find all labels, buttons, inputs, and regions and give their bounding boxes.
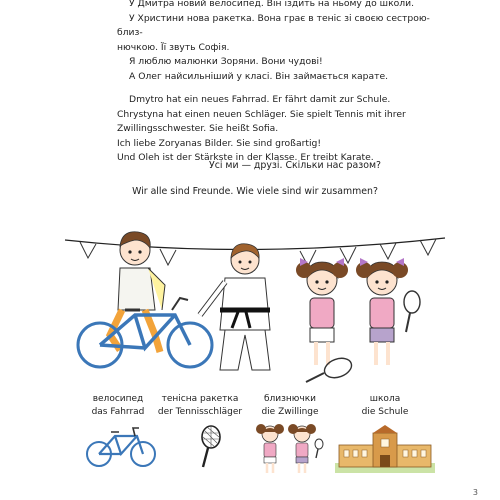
uk-line-5: А Олег найсильніший у класі. Він займається карате. <box>129 70 389 82</box>
german-text-block <box>117 93 452 166</box>
vocab-de: die Zwillinge <box>261 406 319 417</box>
school-icon <box>335 425 435 475</box>
twin-girl-left <box>296 258 348 365</box>
vocab-item-school <box>340 393 430 418</box>
question-ukrainian: Усі ми — друзі. Скільки нас разом? <box>208 160 382 171</box>
question-german: Wir alle sind Freunde. Wie viele sind wir zusammen? <box>132 186 378 197</box>
de-line-3: Zwillingsschwester. Sie heißt Sofia. <box>117 123 279 134</box>
friends-illustration <box>60 210 450 385</box>
vocab-uk: близнючки <box>263 394 316 404</box>
vocab-uk: велосипед <box>92 394 144 404</box>
vocab-uk: школа <box>369 394 401 404</box>
vocab-item-racket <box>155 393 245 418</box>
vocab-uk: тенісна ракетка <box>161 394 239 404</box>
de-line-5: Und Oleh ist der Stärkste in der Klasse. Er treibt Karate. <box>117 152 374 163</box>
boy-on-bicycle <box>78 232 212 367</box>
vocab-item-bicycle <box>73 393 163 418</box>
uk-line-2: У Христини нова ракетка. Вона грає в теніс зі своєю сестрою-близ- <box>117 12 430 38</box>
vocab-de: der Tennisschläger <box>157 406 243 417</box>
uk-line-3: нючкою. Її звуть Софія. <box>117 41 230 53</box>
uk-line-1: У Дмитра новий велосипед. Він їздить на ньому до школи. <box>129 0 415 9</box>
vocab-de: das Fahrrad <box>91 406 145 417</box>
de-line-2: Chrystyna hat einen neuen Schläger. Sie spielt Tennis mit ihrer <box>117 108 406 120</box>
bicycle-icon <box>85 420 157 470</box>
vocab-de: die Schule <box>361 406 409 417</box>
tennis-racket-icon <box>195 425 225 470</box>
de-line-1: Dmytro hat ein neues Fahrrad. Er fährt damit zur Schule. <box>129 94 391 105</box>
vocab-item-twins <box>245 393 335 418</box>
tennis-racket-ground <box>306 355 354 382</box>
de-line-4: Ich liebe Zoryanas Bilder. Sie sind großartig! <box>117 137 322 149</box>
twins-icon <box>252 420 332 475</box>
page-number: 3 <box>472 488 478 497</box>
ukrainian-text-block <box>117 0 452 84</box>
twin-girl-right <box>356 258 420 365</box>
uk-line-4: Я люблю малюнки Зоряни. Вони чудові! <box>129 56 323 67</box>
